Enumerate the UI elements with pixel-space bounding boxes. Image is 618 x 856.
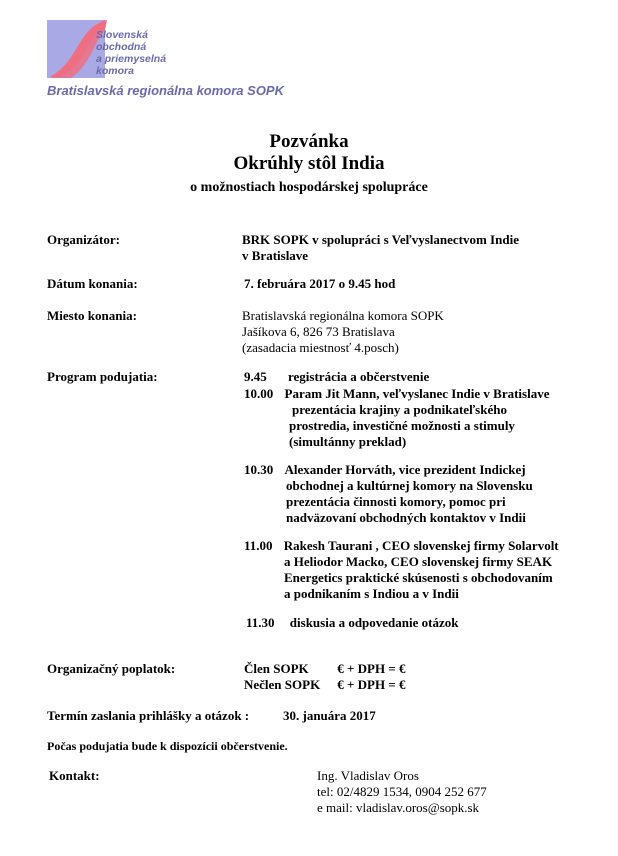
- program-label: Program podujatia:: [47, 369, 158, 384]
- contact-email[interactable]: e mail: vladislav.oros@sopk.sk: [317, 800, 480, 815]
- fee-member-label: Člen SOPK: [244, 661, 309, 676]
- program-time: 9.45: [244, 369, 267, 384]
- contact-name: Ing. Vladislav Oros: [317, 768, 419, 783]
- program-text: a podnikaním s Indiou a v Indii: [284, 586, 459, 601]
- program-text: prezentácia krajiny a podnikateľského: [292, 402, 507, 417]
- program-item-2: [244, 386, 550, 450]
- logo-line-1: Slovenská: [96, 29, 148, 41]
- contact-phone: tel: 02/4829 1534, 0904 252 677: [317, 784, 487, 799]
- program-item-1: [244, 369, 429, 385]
- place-line-1: Bratislavská regionálna komora SOPK: [242, 308, 444, 323]
- logo-text: [96, 29, 166, 77]
- organizer-line-1: BRK SOPK v spolupráci s Veľvyslanectvom Indie: [242, 232, 519, 247]
- program-text: nadväzovaní obchodných kontaktov v Indii: [286, 510, 526, 525]
- place-line-2: Jašíkova 6, 826 73 Bratislava: [242, 324, 395, 339]
- program-text: Rakesh Taurani , CEO slovenskej firmy Solarvolt: [283, 538, 559, 553]
- program-text: prezentácia činnosti komory, pomoc pri: [286, 494, 506, 509]
- logo-line-4: komora: [96, 65, 134, 77]
- fee-member: [244, 661, 406, 677]
- logo-line-3: a priemyselná: [96, 53, 167, 65]
- logo-line-2: obchodná: [96, 41, 147, 53]
- program-text: prostredia, investičné možnosti a stimuly: [289, 418, 515, 433]
- deadline-value: 30. januára 2017: [283, 708, 376, 723]
- date-value: 7. februára 2017 o 9.45 hod: [244, 276, 396, 291]
- fee-nonmember-value: € + DPH = €: [337, 677, 406, 692]
- organizer-value: [242, 232, 519, 264]
- contact-label: Kontakt:: [49, 768, 100, 783]
- program-time: 11.00: [244, 538, 273, 553]
- program-time: 11.30: [246, 615, 275, 630]
- chamber-name: Bratislavská regionálna komora SOPK: [47, 83, 284, 98]
- organizer-label: Organizátor:: [47, 232, 120, 247]
- program-text: Param Jit Mann, veľvyslanec Indie v Bratislave: [284, 386, 550, 401]
- program-text: a Heliodor Macko, CEO slovenskej firmy SEAK: [284, 554, 553, 569]
- refreshment-note: Počas podujatia bude k dispozícii občerstvenie.: [47, 739, 288, 753]
- place-value: [242, 308, 444, 356]
- program-text: diskusia a odpovedanie otázok: [289, 615, 459, 630]
- organizer-line-2: v Bratislave: [242, 248, 309, 263]
- date-label: Dátum konania:: [47, 276, 138, 291]
- program-time: 10.00: [244, 386, 274, 401]
- program-item-5: [246, 615, 458, 631]
- place-line-3: (zasadacia miestnosť 4.posch): [242, 340, 399, 355]
- program-text: Energetics praktické skúsenosti s obchodovaním: [284, 570, 553, 585]
- page-title: Pozvánka: [269, 131, 349, 152]
- contact-details: [317, 768, 487, 816]
- place-label: Miesto konania:: [47, 308, 137, 323]
- program-text: registrácia a občerstvenie: [288, 369, 430, 384]
- fee-nonmember-label: Nečlen SOPK: [244, 677, 321, 692]
- page-tagline: o možnostiach hospodárskej spolupráce: [190, 180, 428, 195]
- program-text: Alexander Horváth, vice prezident Indickej: [284, 462, 526, 477]
- program-text: obchodnej a kultúrnej komory na Slovensku: [286, 478, 533, 493]
- fee-nonmember: [244, 677, 406, 693]
- program-time: 10.30: [244, 462, 274, 477]
- fee-label: Organizačný poplatok:: [47, 661, 176, 676]
- program-text: (simultánny preklad): [289, 434, 407, 449]
- fee-member-value: € + DPH = €: [337, 661, 406, 676]
- page-subtitle: Okrúhly stôl India: [233, 153, 385, 174]
- program-item-4: [244, 538, 559, 602]
- deadline-label: Termín zaslania prihlášky a otázok :: [47, 708, 250, 723]
- program-item-3: [244, 462, 533, 526]
